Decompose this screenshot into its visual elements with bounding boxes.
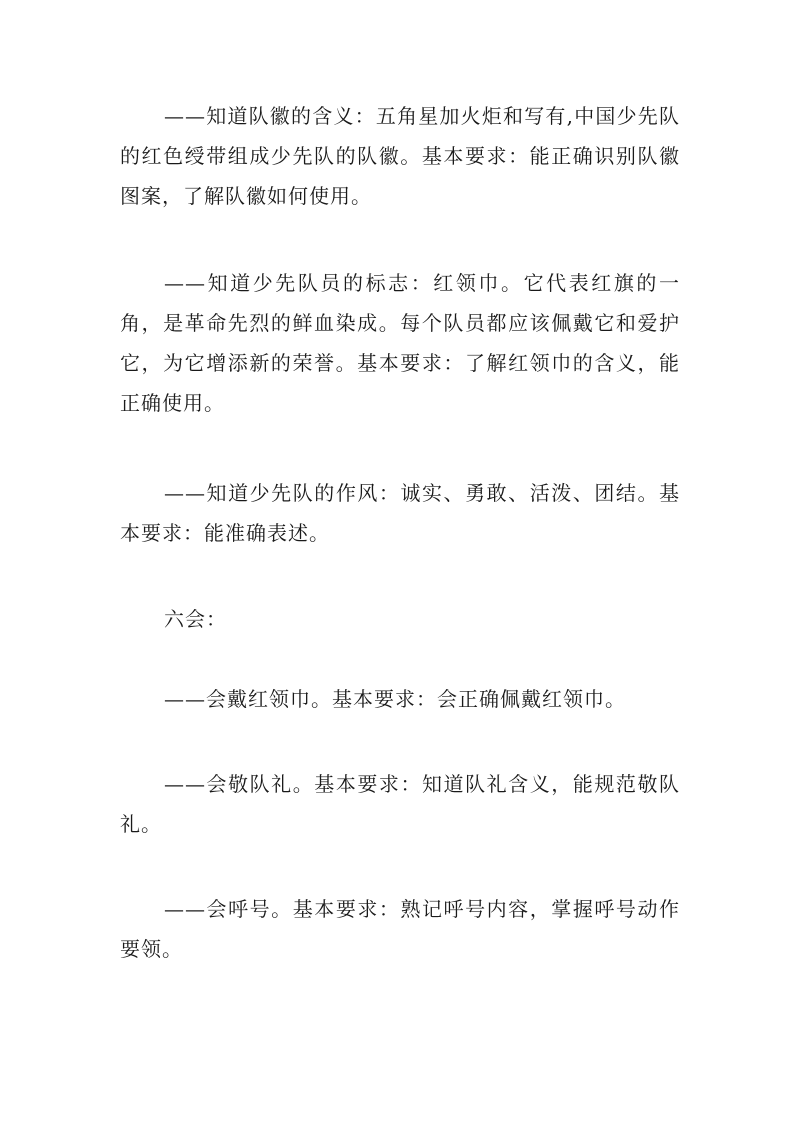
paragraph-six-skills-heading: 六会：: [164, 607, 227, 631]
paragraph-slogan: ——会呼号。基本要求：熟记呼号内容，掌握呼号动作要领。: [120, 897, 680, 961]
paragraph-wear-scarf: ——会戴红领巾。基本要求：会正确佩戴红领巾。: [164, 687, 626, 711]
paragraph-red-scarf: ——知道少先队员的标志：红领巾。它代表红旗的一角，是革命先烈的鲜血染成。每个队员都应该佩戴它和爱护它，为它增添新的荣誉。基本要求：了解红领巾的含义，能正确使用。: [120, 271, 680, 415]
paragraph-salute: ——会敬队礼。基本要求：知道队礼含义，能规范敬队礼。: [120, 772, 680, 836]
paragraph-team-style: ——知道少先队的作风：诚实、勇敢、活泼、团结。基本要求：能准确表述。: [120, 481, 680, 545]
paragraph-team-emblem: ——知道队徽的含义：五角星加火炬和写有,中国少先队的红色绶带组成少先队的队徽。基本要求：能正确识别队徽图案，了解队徽如何使用。: [120, 104, 680, 208]
